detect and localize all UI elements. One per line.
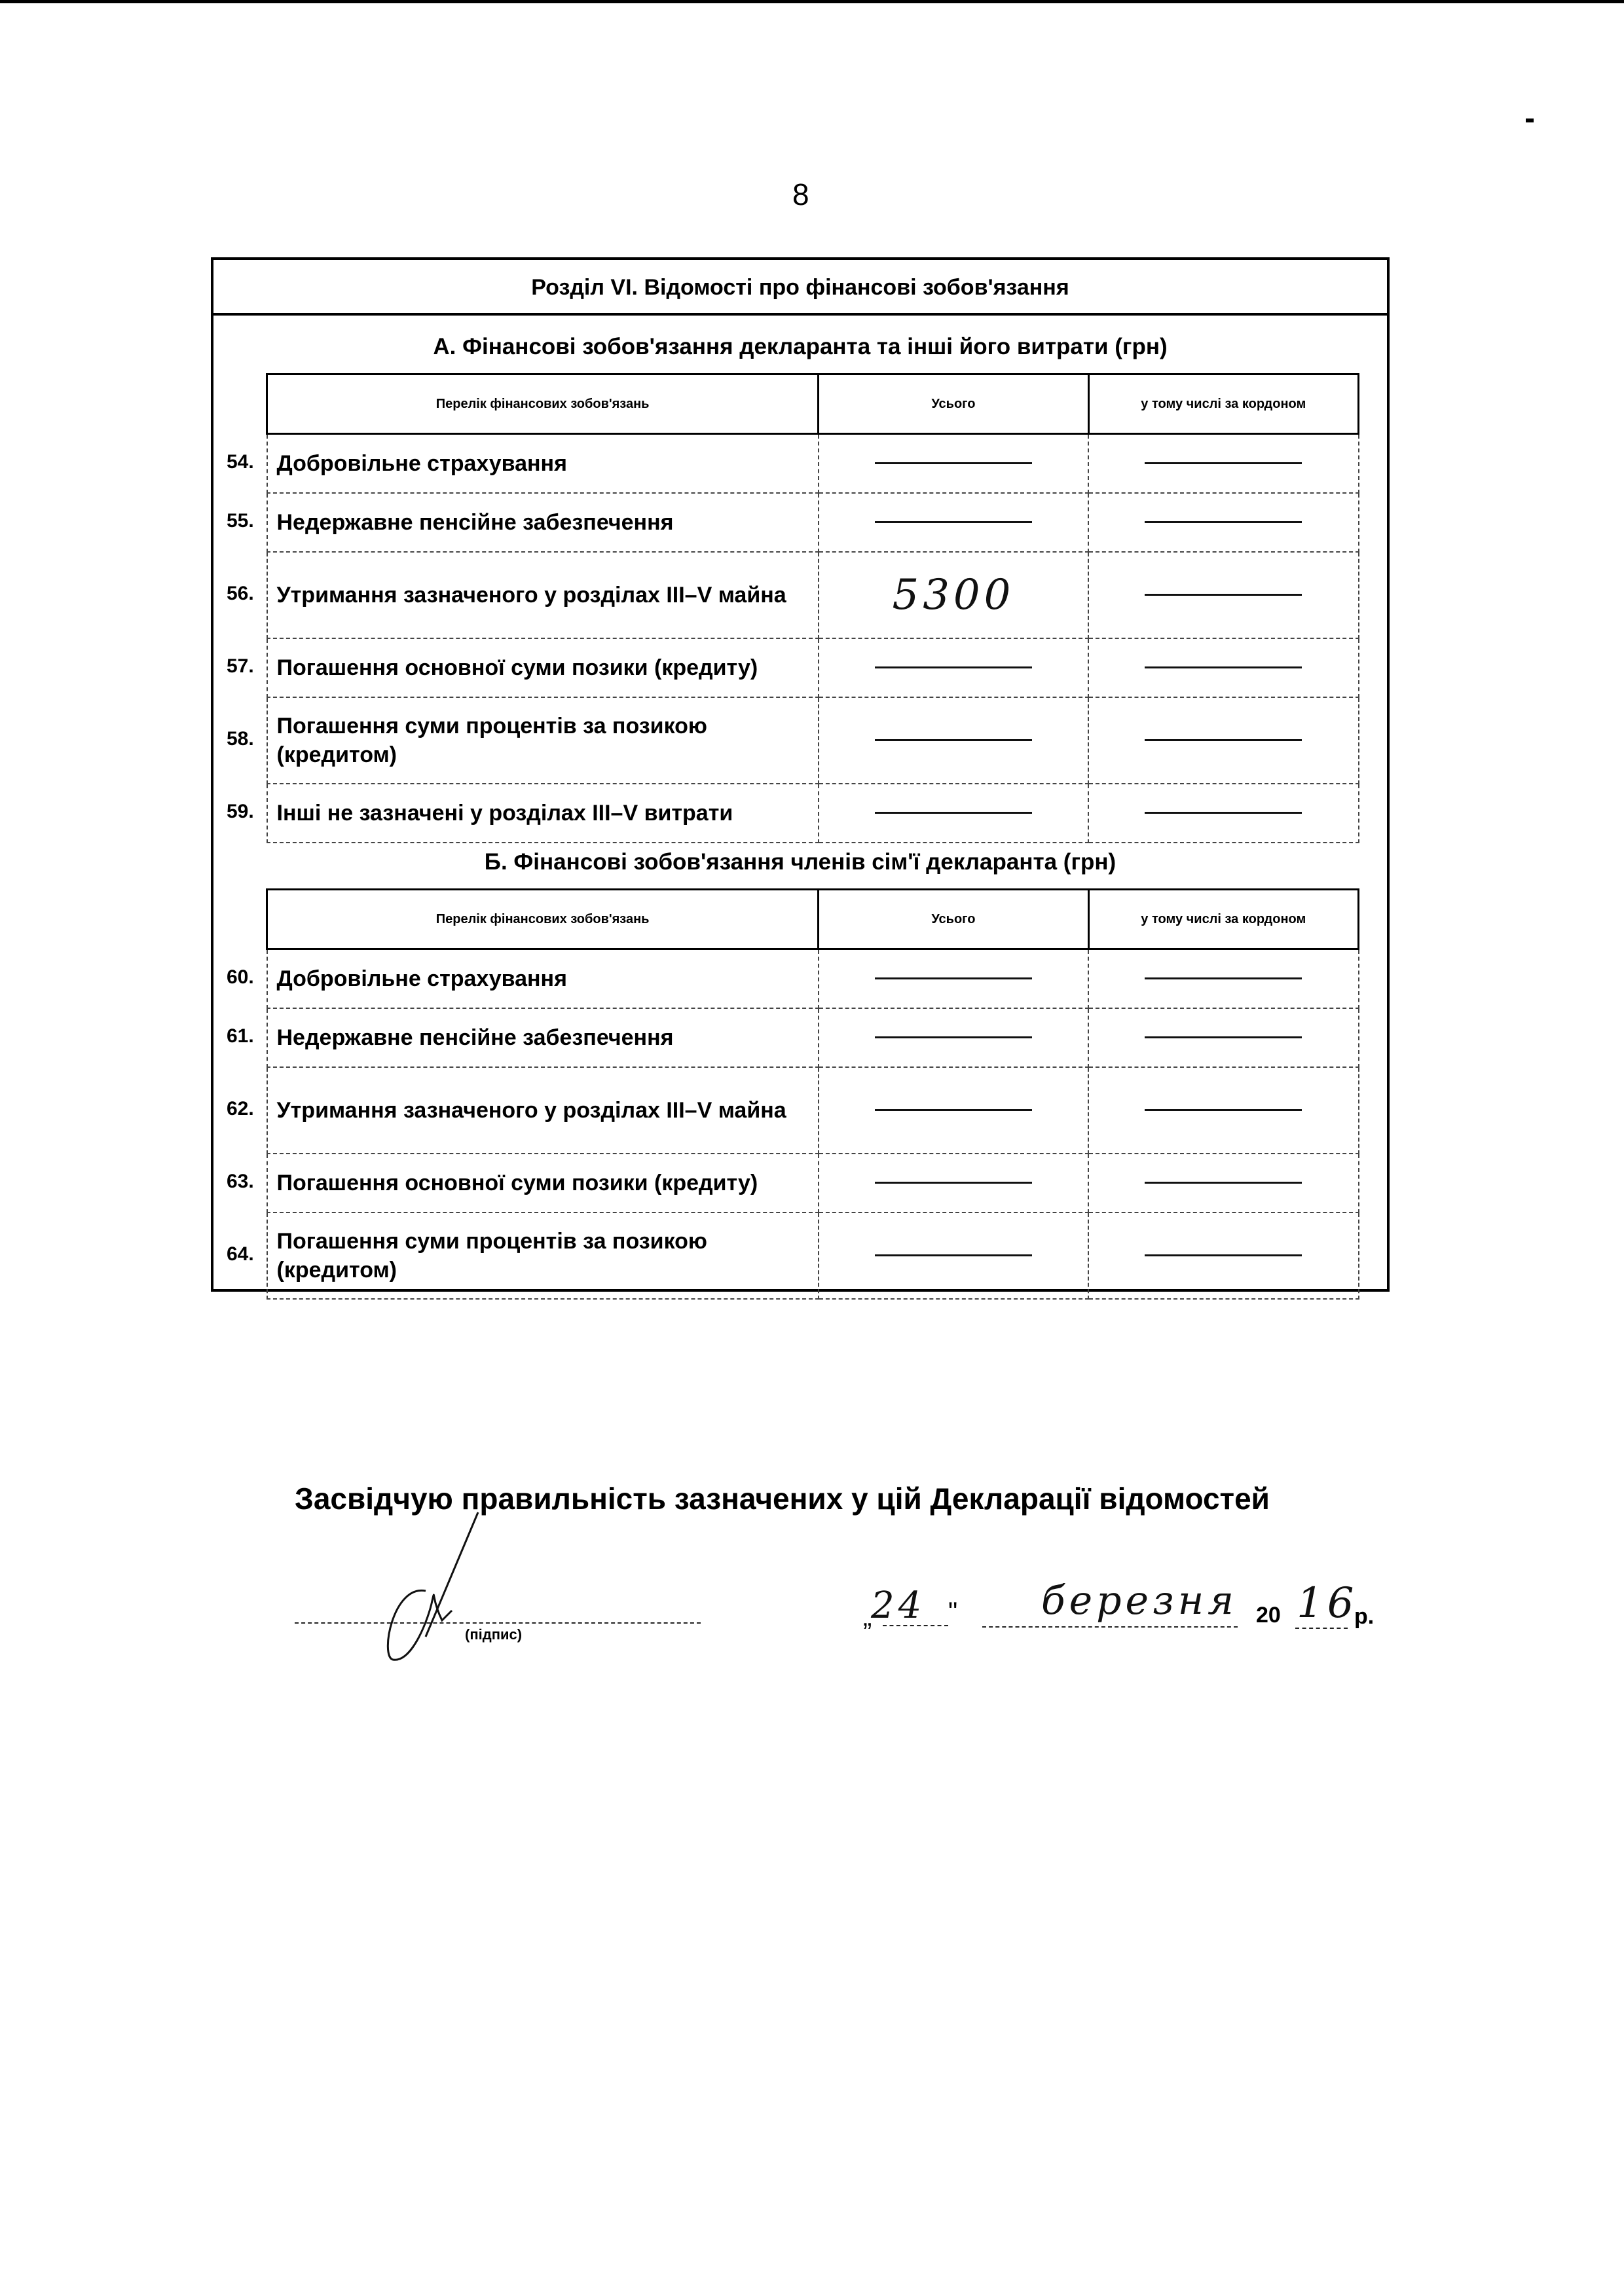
date-day: 24 [871, 1584, 926, 1627]
part-a-title: А. Фінансові зобов'язання декларанта та інші його витрати (грн) [433, 334, 1168, 359]
date-month: березня [1041, 1578, 1238, 1624]
row-abroad-cell [1088, 493, 1358, 552]
row-label: Інші не зазначені у розділах III–V витрати [267, 784, 819, 843]
row-number: 55. [227, 510, 254, 532]
table-row [267, 638, 1359, 697]
row-label: Добровільне страхування [267, 434, 819, 494]
table-row [267, 784, 1359, 843]
row-abroad-cell [1088, 1154, 1358, 1212]
blank-dash [1145, 1109, 1302, 1111]
blank-dash [875, 812, 1032, 814]
row-number: 63. [227, 1171, 254, 1192]
blank-dash [1145, 462, 1302, 464]
row-total-cell [819, 1212, 1088, 1299]
row-label: Погашення суми процентів за позикою (кредитом) [267, 697, 819, 784]
row-number: 64. [227, 1243, 254, 1265]
blank-dash [1145, 1036, 1302, 1038]
blank-dash [875, 521, 1032, 523]
part-a-table [266, 373, 1359, 843]
row-abroad-cell [1088, 638, 1358, 697]
row-total-cell [819, 493, 1088, 552]
certification-statement: Засвідчую правильність зазначених у цій Декларації відомостей [295, 1482, 1270, 1516]
row-total-cell [819, 552, 1088, 638]
blank-dash [875, 1254, 1032, 1256]
signature-label: (підпис) [465, 1626, 523, 1643]
blank-dash [875, 462, 1032, 464]
close-quote: " [948, 1597, 958, 1626]
blank-dash [875, 1182, 1032, 1184]
blank-dash [1145, 594, 1302, 596]
row-abroad-cell [1088, 697, 1358, 784]
row-total-cell [819, 638, 1088, 697]
table-row [267, 1212, 1359, 1299]
part-b-table [266, 888, 1359, 1300]
row-number: 56. [227, 583, 254, 604]
row-number: 62. [227, 1098, 254, 1120]
row-total-cell [819, 949, 1088, 1009]
table-row [267, 552, 1359, 638]
row-abroad-cell [1088, 1008, 1358, 1067]
row-label: Погашення основної суми позики (кредиту) [267, 1154, 819, 1212]
row-number: 57. [227, 655, 254, 677]
row-total-cell [819, 1067, 1088, 1154]
scan-mark [1526, 118, 1534, 122]
date-year-line [1295, 1628, 1348, 1629]
signature-line [295, 1622, 701, 1624]
row-label: Недержавне пенсійне забезпечення [267, 493, 819, 552]
blank-dash [1145, 1182, 1302, 1184]
row-label: Утримання зазначеного у розділах III–V майна [267, 552, 819, 638]
table-row [267, 1067, 1359, 1154]
column-header-abroad: у тому числі за кордоном [1088, 890, 1358, 949]
blank-dash [875, 1109, 1032, 1111]
row-abroad-cell [1088, 1067, 1358, 1154]
blank-dash [875, 666, 1032, 668]
row-number: 60. [227, 966, 254, 988]
table-header-row [267, 374, 1359, 434]
blank-dash [875, 739, 1032, 741]
row-total-cell [819, 434, 1088, 494]
blank-dash [1145, 739, 1302, 741]
row-label: Недержавне пенсійне забезпечення [267, 1008, 819, 1067]
row-abroad-cell [1088, 784, 1358, 843]
row-label: Погашення суми процентів за позикою (кредитом) [267, 1212, 819, 1299]
table-row [267, 1154, 1359, 1212]
open-quote: „ [863, 1603, 872, 1631]
blank-dash [875, 1036, 1032, 1038]
column-header-total: Усього [819, 374, 1088, 434]
date-year-suffix: 16 [1297, 1579, 1358, 1628]
row-total-cell [819, 1154, 1088, 1212]
column-header-total: Усього [819, 890, 1088, 949]
column-header-list: Перелік фінансових зобов'язань [267, 890, 819, 949]
column-header-list: Перелік фінансових зобов'язань [267, 374, 819, 434]
scan-top-edge [0, 0, 1624, 3]
row-number: 58. [227, 728, 254, 750]
table-header-row [267, 890, 1359, 949]
row-label: Утримання зазначеного у розділах III–V майна [267, 1067, 819, 1154]
blank-dash [1145, 666, 1302, 668]
row-number: 61. [227, 1025, 254, 1047]
table-row [267, 493, 1359, 552]
row-abroad-cell [1088, 552, 1358, 638]
handwritten-value: 5300 [892, 571, 1015, 619]
row-label: Погашення основної суми позики (кредиту) [267, 638, 819, 697]
date-day-line [883, 1625, 948, 1626]
part-b-title: Б. Фінансові зобов'язання членів сім'ї декларанта (грн) [484, 849, 1116, 875]
section-vi-box [211, 257, 1390, 1292]
date-year-prefix: 20 [1256, 1603, 1281, 1628]
date-year-abbrev: р. [1354, 1604, 1375, 1629]
table-row [267, 434, 1359, 494]
row-total-cell [819, 697, 1088, 784]
page-number: 8 [792, 177, 809, 211]
row-number: 54. [227, 450, 254, 473]
row-total-cell [819, 1008, 1088, 1067]
row-number: 59. [227, 801, 254, 822]
section-title: Розділ VI. Відомості про фінансові зобов'язання [213, 260, 1387, 316]
blank-dash [875, 977, 1032, 979]
column-header-abroad: у тому числі за кордоном [1088, 374, 1358, 434]
row-label: Добровільне страхування [267, 949, 819, 1009]
blank-dash [1145, 521, 1302, 523]
row-total-cell [819, 784, 1088, 843]
blank-dash [1145, 812, 1302, 814]
date-month-line [982, 1626, 1238, 1628]
table-row [267, 1008, 1359, 1067]
table-row [267, 697, 1359, 784]
blank-dash [1145, 1254, 1302, 1256]
row-abroad-cell [1088, 434, 1358, 494]
row-abroad-cell [1088, 1212, 1358, 1299]
table-row [267, 949, 1359, 1009]
row-abroad-cell [1088, 949, 1358, 1009]
blank-dash [1145, 977, 1302, 979]
